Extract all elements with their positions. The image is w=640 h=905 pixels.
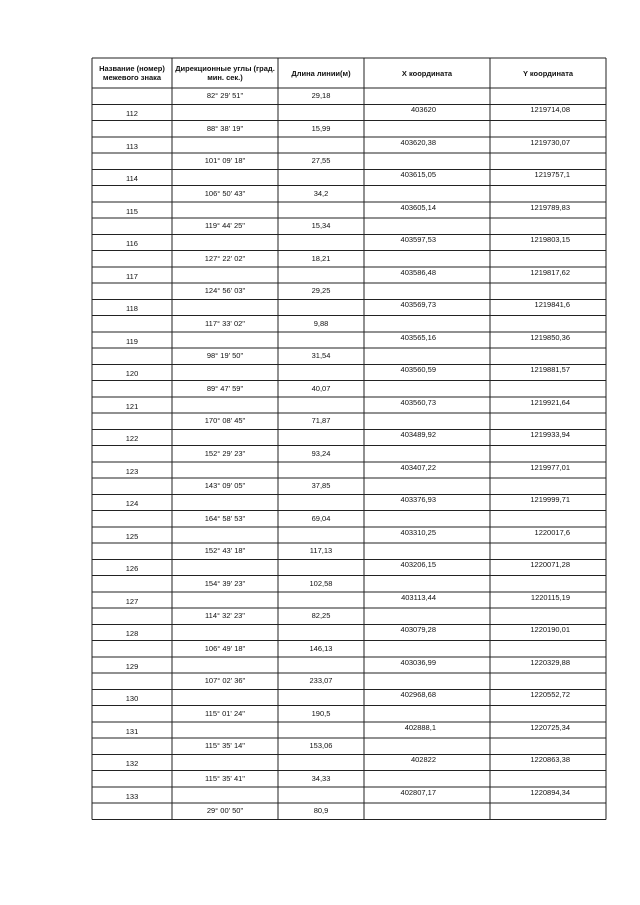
point-name-cell: 115	[126, 206, 138, 216]
directional-angle-cell: 115° 01' 24"	[205, 708, 245, 718]
point-name-cell: 114	[126, 174, 138, 184]
x-coordinate-cell: 403605,14	[400, 202, 436, 212]
point-name-cell: 124	[125, 499, 139, 509]
point-name-cell: 117	[126, 271, 138, 281]
x-coordinate-cell: 403560,59	[400, 365, 436, 375]
y-coordinate-cell: 1220894,34	[530, 787, 570, 797]
y-coordinate-cell: 1219933,94	[530, 430, 570, 440]
line-length-cell: 40,07	[311, 383, 331, 393]
x-coordinate-cell: 402968,68	[400, 690, 436, 700]
line-length-cell: 71,87	[311, 416, 331, 425]
y-coordinate-cell: 1220552,72	[530, 690, 570, 700]
header-directional-angle: Дирекционные углы (град. мин. сек.)	[175, 64, 275, 82]
directional-angle-cell: 164° 58' 53"	[204, 513, 246, 523]
x-coordinate-cell: 402822	[410, 755, 436, 765]
x-coordinate-cell: 403586,48	[400, 267, 436, 277]
line-length-cell: 153,06	[309, 741, 333, 750]
point-name-cell: 127	[125, 596, 139, 606]
y-coordinate-cell: 1219803,15	[530, 235, 570, 245]
x-coordinate-cell: 403597,53	[400, 235, 436, 245]
line-length-cell: 69,04	[311, 513, 331, 523]
directional-angle-cell: 101° 09' 18"	[204, 156, 246, 165]
line-length-cell: 233,07	[309, 676, 333, 685]
y-coordinate-cell: 1219921,64	[530, 397, 570, 407]
directional-angle-cell: 115° 35' 14"	[205, 741, 245, 750]
directional-angle-cell: 154° 39' 23"	[204, 578, 246, 588]
y-coordinate-cell: 1219757,1	[534, 170, 570, 180]
point-name-cell: 120	[125, 369, 139, 379]
point-name-cell: 112	[126, 109, 138, 119]
x-coordinate-cell: 403036,99	[400, 657, 436, 667]
point-name-cell: 125	[125, 531, 139, 541]
line-length-cell: 27,55	[311, 156, 331, 165]
line-length-cell: 15,99	[311, 123, 331, 133]
point-name-cell: 131	[125, 726, 139, 736]
line-length-cell: 18,21	[311, 253, 331, 263]
line-length-cell: 190,5	[311, 708, 331, 718]
x-coordinate-cell: 403376,93	[400, 495, 436, 505]
directional-angle-cell: 82° 29' 51"	[206, 91, 244, 100]
directional-angle-cell: 170° 08' 45"	[204, 416, 246, 425]
line-length-cell: 102,58	[309, 578, 333, 588]
line-length-cell: 146,13	[309, 643, 333, 653]
y-coordinate-cell: 1220725,34	[530, 722, 570, 732]
y-coordinate-cell: 1219714,08	[530, 105, 570, 115]
x-coordinate-cell: 403560,73	[400, 397, 436, 407]
y-coordinate-cell: 1220190,01	[530, 625, 570, 635]
point-name-cell: 123	[125, 466, 139, 476]
point-name-cell: 119	[126, 336, 138, 346]
x-coordinate-cell: 403569,73	[400, 300, 436, 310]
x-coordinate-cell: 403565,16	[400, 332, 436, 342]
directional-angle-cell: 143° 09' 05"	[204, 481, 246, 490]
line-length-cell: 15,34	[311, 221, 331, 230]
line-length-cell: 117,13	[309, 546, 333, 555]
directional-angle-cell: 106° 50' 43"	[204, 188, 246, 198]
x-coordinate-cell: 403113,44	[401, 592, 436, 602]
directional-angle-cell: 106° 49' 18"	[204, 643, 246, 653]
header-x-coordinate: X координата	[401, 68, 453, 78]
directional-angle-cell: 114° 32' 23"	[205, 611, 245, 620]
y-coordinate-cell: 1220071,28	[530, 560, 570, 570]
y-coordinate-cell: 1219841,6	[534, 300, 570, 310]
y-coordinate-cell: 1220017,6	[534, 527, 570, 537]
y-coordinate-cell: 1220863,38	[530, 755, 570, 765]
directional-angle-cell: 117° 33' 02"	[205, 318, 245, 328]
x-coordinate-cell: 402888,1	[404, 722, 436, 732]
y-coordinate-cell: 1220329,88	[530, 657, 570, 667]
directional-angle-cell: 98° 19' 50"	[206, 351, 244, 360]
line-length-cell: 93,24	[311, 448, 331, 458]
x-coordinate-cell: 403310,25	[400, 527, 436, 537]
point-name-cell: 129	[125, 661, 139, 671]
y-coordinate-cell: 1219999,71	[530, 495, 570, 505]
directional-angle-cell: 115° 35' 41"	[205, 773, 245, 783]
point-name-cell: 113	[126, 141, 138, 151]
line-length-cell: 9,88	[313, 318, 329, 328]
point-name-cell: 128	[125, 629, 139, 639]
x-coordinate-cell: 403407,22	[400, 462, 436, 472]
directional-angle-cell: 89° 47' 59"	[206, 383, 244, 393]
x-coordinate-cell: 403206,15	[400, 560, 436, 570]
directional-angle-cell: 107° 02' 36"	[204, 676, 246, 685]
header-y-coordinate: Y координата	[522, 68, 574, 78]
directional-angle-cell: 119° 44' 25"	[205, 221, 245, 230]
x-coordinate-cell: 403620	[410, 105, 436, 115]
line-length-cell: 31,54	[311, 351, 331, 360]
x-coordinate-cell: 403489,92	[400, 430, 436, 440]
directional-angle-cell: 124° 56' 03"	[204, 286, 246, 295]
y-coordinate-cell: 1219881,57	[530, 365, 570, 375]
y-coordinate-cell: 1219977,01	[530, 462, 570, 472]
point-name-cell: 130	[125, 694, 139, 704]
line-length-cell: 37,85	[311, 481, 331, 490]
x-coordinate-cell: 403615,05	[400, 170, 436, 180]
point-name-cell: 121	[125, 401, 139, 411]
y-coordinate-cell: 1219730,07	[530, 137, 570, 147]
y-coordinate-cell: 1219817,62	[530, 267, 570, 277]
line-length-cell: 34,33	[311, 773, 331, 783]
directional-angle-cell: 152° 29' 23"	[204, 448, 246, 458]
x-coordinate-cell: 403079,28	[400, 625, 436, 635]
header-line-length: Длина линии(м)	[291, 68, 351, 78]
point-name-cell: 132	[125, 759, 139, 769]
x-coordinate-cell: 402807,17	[400, 787, 436, 797]
x-coordinate-cell: 403620,38	[400, 137, 436, 147]
y-coordinate-cell: 1220115,19	[530, 592, 570, 602]
y-coordinate-cell: 1219789,83	[530, 202, 570, 212]
line-length-cell: 80,9	[313, 806, 329, 815]
line-length-cell: 82,25	[311, 611, 331, 620]
line-length-cell: 29,18	[311, 91, 331, 100]
point-name-cell: 126	[125, 564, 139, 574]
directional-angle-cell: 127° 22' 02"	[204, 253, 246, 263]
point-name-cell: 122	[125, 434, 139, 444]
directional-angle-cell: 88° 38' 19"	[206, 123, 244, 133]
point-name-cell: 118	[126, 304, 138, 314]
line-length-cell: 34,2	[313, 188, 329, 198]
line-length-cell: 29,25	[311, 286, 331, 295]
y-coordinate-cell: 1219850,36	[530, 332, 570, 342]
point-name-cell: 133	[125, 791, 139, 801]
directional-angle-cell: 152° 43' 18"	[204, 546, 246, 555]
point-name-cell: 116	[126, 239, 138, 249]
header-point-name: Название (номер) межевого знака	[99, 64, 165, 82]
directional-angle-cell: 29° 00' 50"	[206, 806, 244, 815]
